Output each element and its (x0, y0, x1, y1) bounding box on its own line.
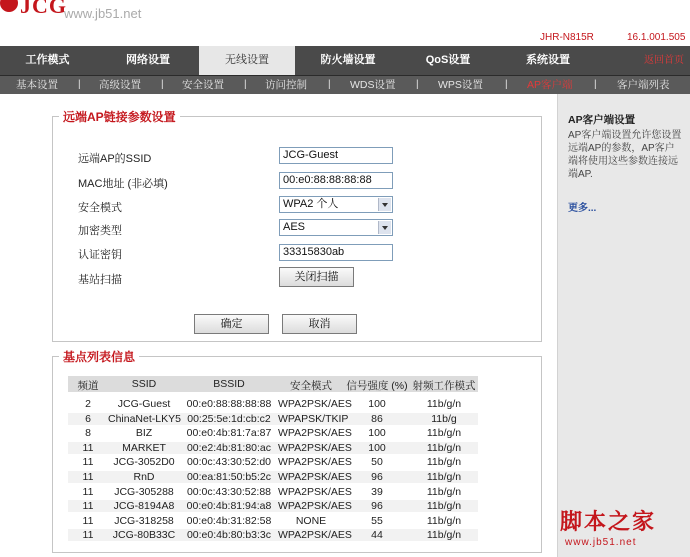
main-nav (0, 46, 690, 75)
column-header: 安全模式 (290, 380, 332, 392)
table-cell: 11b/g/n (426, 398, 462, 410)
table-cell: 00:e0:4b:81:7a:87 (186, 427, 272, 440)
subtab-wds[interactable]: WDS设置 (350, 79, 396, 91)
table-cell: 55 (371, 514, 383, 527)
watermark-title: 脚本之家 (560, 509, 657, 534)
auth-key-label: 认证密钥 (78, 249, 122, 261)
tab-work-mode[interactable]: 工作模式 (25, 54, 70, 66)
table-cell: 11b/g/n (426, 485, 462, 498)
security-mode-value: WPA2 个人 (283, 198, 339, 210)
table-cell: 2 (85, 398, 91, 410)
table-row[interactable] (68, 515, 478, 527)
table-cell: 11b/g/n (426, 529, 462, 542)
table-cell: 11 (82, 441, 94, 454)
table-cell: WPA2PSK/AES (278, 500, 352, 513)
mac-input[interactable]: 00:e0:88:88:88:88 (279, 172, 393, 189)
table-cell: JCG-8194A8 (113, 500, 175, 513)
table-row[interactable] (68, 529, 478, 541)
firmware-version: 16.1.001.505 (627, 32, 686, 43)
tab-system[interactable]: 系统设置 (526, 54, 570, 66)
table-cell: 8 (85, 427, 91, 440)
subnav-separator: | (594, 79, 597, 90)
site-logo-watermark (555, 505, 690, 557)
table-cell: 11b/g (431, 412, 457, 425)
subnav-separator: | (328, 79, 331, 90)
table-row[interactable] (68, 427, 478, 439)
subtab-ap-client[interactable]: AP客户端 (527, 79, 573, 91)
tab-network[interactable]: 网络设置 (126, 54, 170, 66)
toggle-scan-button[interactable]: 关闭扫描 (279, 267, 354, 287)
table-cell: 11 (82, 471, 94, 483)
chevron-down-icon (378, 221, 391, 234)
mac-label: MAC地址 (非必填) (78, 178, 168, 190)
tab-wireless[interactable]: 无线设置 (199, 46, 295, 75)
table-cell: BIZ (135, 427, 153, 440)
table-cell: WPA2PSK/AES (278, 441, 352, 454)
table-cell: 00:0c:43:30:52:88 (186, 485, 272, 498)
model-name: JHR-N815R (540, 32, 594, 43)
more-link[interactable]: 更多... (568, 203, 597, 214)
table-cell: 00:0c:43:30:52:d0 (186, 456, 272, 469)
table-cell: JCG-318258 (114, 514, 174, 527)
table-cell: 11b/g/n (426, 514, 462, 527)
table-row[interactable] (68, 413, 478, 425)
table-cell: 11 (82, 500, 94, 513)
table-cell: RnD (133, 471, 155, 483)
table-cell: 00:e0:4b:31:82:58 (186, 514, 272, 527)
table-cell: WPA2PSK/AES (278, 398, 352, 410)
table-cell: 96 (371, 471, 383, 483)
table-cell: WPAPSK/TKIP (278, 412, 349, 425)
ap-list-legend: 基点列表信息 (59, 348, 139, 365)
table-cell: ChinaNet-LKY5 (108, 412, 181, 425)
ssid-input[interactable]: JCG-Guest (279, 147, 393, 164)
subnav-separator: | (244, 79, 247, 90)
table-cell: 00:ea:81:50:b5:2c (186, 471, 272, 483)
column-header: SSID (131, 378, 157, 390)
help-description: AP客户端设置允许您设置远端AP的参数，AP客户端将使用这些参数连接远端AP. (568, 130, 682, 180)
ok-button[interactable]: 确定 (194, 314, 269, 334)
subtab-access-control[interactable]: 访问控制 (265, 79, 307, 91)
encryption-label: 加密类型 (78, 225, 122, 237)
table-cell: 100 (368, 398, 386, 410)
table-cell: 11 (82, 514, 94, 527)
table-cell: WPA2PSK/AES (278, 456, 352, 469)
home-link[interactable]: 返回首页 (644, 55, 684, 66)
table-row[interactable] (68, 471, 478, 483)
logo-text: JCG (20, 0, 67, 18)
table-cell: 11b/g/n (426, 471, 462, 483)
table-cell: 44 (371, 529, 383, 542)
table-cell: WPA2PSK/AES (278, 427, 352, 440)
subtab-advanced[interactable]: 高级设置 (99, 79, 141, 91)
subnav-separator: | (161, 79, 164, 90)
column-header: 射频工作模式 (412, 380, 476, 392)
table-row[interactable] (68, 500, 478, 512)
watermark-url: www.jb51.net (565, 537, 637, 548)
column-header: 信号强度 (%) (346, 380, 408, 392)
table-cell: 100 (368, 441, 386, 454)
table-cell: 11b/g/n (426, 441, 462, 454)
security-mode-select[interactable] (279, 196, 393, 213)
table-cell: 50 (371, 456, 383, 469)
site-watermark: www.jb51.net (64, 6, 142, 21)
table-row[interactable] (68, 456, 478, 468)
column-header: 频道 (77, 380, 99, 392)
auth-key-input[interactable]: 33315830ab (279, 244, 393, 261)
table-cell: 00:25:5e:1d:cb:c2 (187, 412, 271, 425)
table-cell: 11 (82, 485, 94, 498)
subtab-wps[interactable]: WPS设置 (438, 79, 483, 91)
table-cell: 11 (82, 529, 94, 542)
table-cell: 11b/g/n (426, 427, 462, 440)
subtab-security[interactable]: 安全设置 (182, 79, 224, 91)
help-panel (557, 94, 690, 557)
table-cell: JCG-Guest (117, 398, 171, 410)
table-cell: WPA2PSK/AES (278, 485, 352, 498)
column-header: BSSID (213, 378, 245, 390)
table-cell: 00:e2:4b:81:80:ac (186, 441, 272, 454)
tab-firewall[interactable]: 防火墙设置 (320, 54, 376, 66)
tab-qos[interactable]: QoS设置 (425, 54, 471, 66)
table-header-row (68, 376, 478, 392)
table-cell: 96 (371, 500, 383, 513)
table-cell: JCG-305288 (114, 485, 174, 498)
table-cell: JCG-80B33C (112, 529, 176, 542)
settings-legend: 远端AP链接参数设置 (59, 108, 180, 125)
table-cell: WPA2PSK/AES (278, 471, 352, 483)
table-cell: MARKET (122, 441, 166, 454)
ssid-label: 远端AP的SSID (78, 153, 152, 165)
table-cell: JCG-3052D0 (113, 456, 175, 469)
chevron-down-icon (378, 198, 391, 211)
table-cell: WPA2PSK/AES (278, 529, 352, 542)
table-cell: 00:e0:4b:81:94:a8 (186, 500, 272, 513)
table-cell: NONE (295, 514, 327, 527)
help-title: AP客户端设置 (568, 114, 636, 126)
security-mode-label: 安全模式 (78, 202, 122, 214)
table-row[interactable] (68, 442, 478, 454)
table-cell: 86 (371, 412, 383, 425)
table-cell: 39 (371, 485, 383, 498)
table-cell: 11b/g/n (426, 456, 462, 469)
table-row[interactable] (68, 398, 478, 410)
table-row[interactable] (68, 486, 478, 498)
table-cell: 11 (82, 456, 94, 469)
encryption-value: AES (283, 221, 306, 233)
brand (0, 0, 200, 28)
subtab-basic[interactable]: 基本设置 (16, 79, 58, 91)
subnav-separator: | (416, 79, 419, 90)
table-cell: 11b/g/n (426, 500, 462, 513)
table-cell: 00:e0:4b:80:b3:3c (186, 529, 272, 542)
subnav-separator: | (78, 79, 81, 90)
encryption-select[interactable] (279, 219, 393, 236)
subtab-client-list[interactable]: 客户端列表 (617, 79, 670, 91)
table-cell: 6 (85, 412, 91, 425)
table-cell: 00:e0:88:88:88:88 (186, 398, 272, 410)
logo-icon (0, 0, 18, 12)
scan-label: 基站扫描 (78, 274, 122, 286)
sub-nav (0, 75, 690, 94)
table-cell: 100 (368, 427, 386, 440)
subnav-separator: | (505, 79, 508, 90)
cancel-button[interactable]: 取消 (282, 314, 357, 334)
